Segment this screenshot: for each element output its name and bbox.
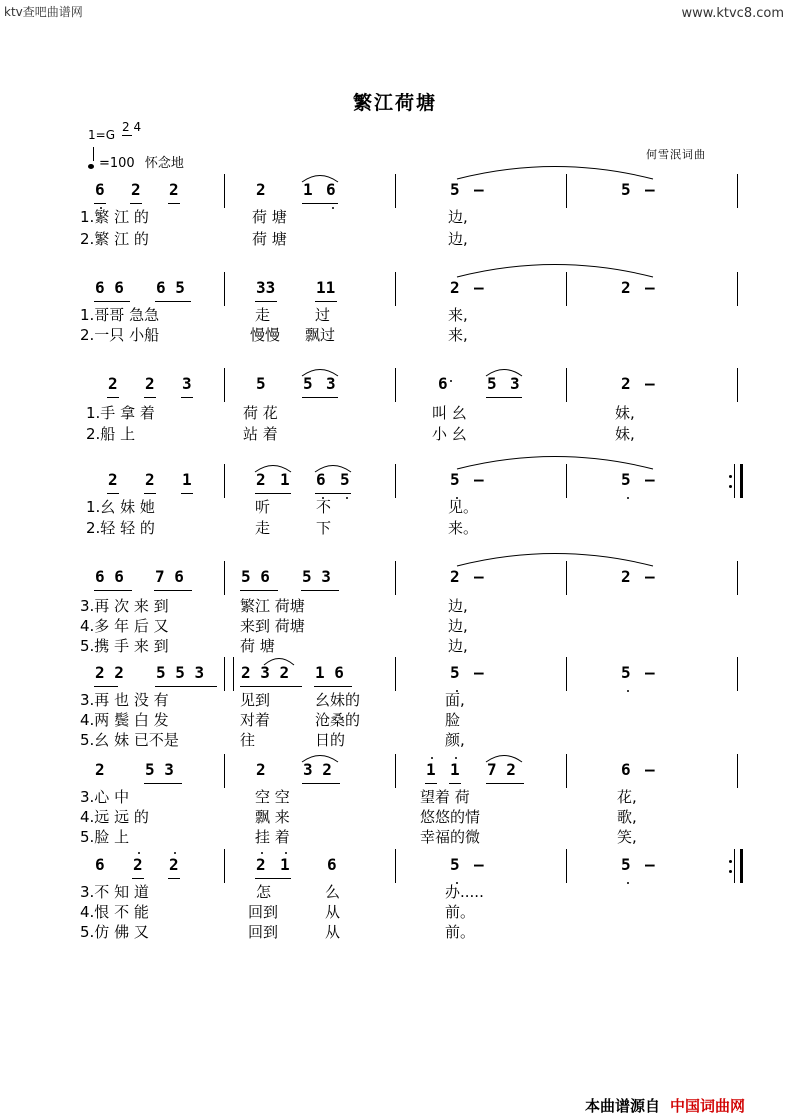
lyric: 对着 [240, 711, 271, 729]
note: – [645, 470, 655, 489]
watermark-left: ktv查吧曲谱网 [4, 5, 83, 19]
lyric: 来到 荷塘 [240, 617, 305, 635]
watermark-right: www.ktvc8.com [681, 6, 784, 21]
note: 6 [438, 374, 448, 393]
note: 5 5 3 [156, 663, 205, 682]
lyric: 妹, [615, 404, 635, 422]
lyric: 回到 [248, 923, 279, 941]
lyric: 繁江 荷塘 [240, 597, 305, 615]
note: 3 2 [303, 760, 332, 779]
note: 1 [450, 760, 460, 779]
note: – [645, 374, 655, 393]
lyric: 不 [316, 498, 332, 516]
note: 2 [450, 278, 460, 297]
lyric: 脸 [445, 711, 461, 729]
note: – [645, 663, 655, 682]
lyric: 2.繁 江 的 [80, 230, 149, 248]
lyric: 3.再 次 来 到 [80, 597, 169, 615]
note: 2 [621, 567, 631, 586]
lyric: 面, [445, 691, 465, 709]
note: 5 [621, 470, 631, 489]
note: – [474, 663, 484, 682]
lyric: 1.哥哥 急急 [80, 306, 160, 324]
lyric: 4.多 年 后 又 [80, 617, 169, 635]
lyric: 飘过 [305, 326, 336, 344]
lyric: 站 着 [243, 425, 278, 443]
lyric: 荷 塘 [252, 230, 287, 248]
note: 5 [621, 855, 631, 874]
lyric: 听 [255, 498, 271, 516]
note: 5 [621, 663, 631, 682]
meter-top: 2 [122, 120, 130, 134]
note: 2 [145, 470, 155, 489]
note: 2 [256, 180, 266, 199]
note: 5 3 [145, 760, 174, 779]
note: 6 [95, 180, 105, 199]
lyric: 前。 [445, 923, 476, 941]
lyric: 3.心 中 [80, 788, 130, 806]
lyric: 回到 [248, 903, 279, 921]
note: 11 [316, 278, 336, 297]
note: 2 [169, 180, 179, 199]
lyric: 笑, [617, 828, 637, 846]
note: – [474, 278, 484, 297]
lyric: 歌, [617, 808, 637, 826]
note: 1 [280, 855, 290, 874]
lyric: 5.仿 佛 又 [80, 923, 149, 941]
lyric: 颜, [445, 731, 465, 749]
note: 6 [316, 470, 326, 489]
lyric: 5.脸 上 [80, 828, 130, 846]
lyric: 见到 [240, 691, 271, 709]
lyric: 走 [255, 519, 271, 537]
note: 2 [95, 760, 105, 779]
note: 5 3 [302, 567, 331, 586]
lyric: 从 [325, 923, 341, 941]
note: 2 [169, 855, 179, 874]
lyric: 日的 [315, 731, 346, 749]
lyric: 望着 荷 [420, 788, 470, 806]
note: 5 [487, 374, 497, 393]
lyric: 么 [325, 883, 341, 901]
quarter-note-icon [88, 164, 94, 169]
note: 6 [327, 855, 337, 874]
note: – [474, 855, 484, 874]
lyric: 5.幺 妹 已不是 [80, 731, 179, 749]
source-footer [585, 1095, 745, 1116]
note: 6 [95, 855, 105, 874]
note: 5 6 [241, 567, 270, 586]
lyric: 边, [448, 208, 468, 226]
lyric: 幸福的微 [420, 828, 481, 846]
note: 1 [303, 180, 313, 199]
source-label: 本曲谱源自 [585, 1097, 661, 1115]
note: – [645, 180, 655, 199]
note: 2 3 2 [241, 663, 290, 682]
slur [300, 751, 340, 763]
lyric: 边, [448, 597, 468, 615]
lyric: 过 [315, 306, 331, 324]
lyric: 4.两 鬓 白 发 [80, 711, 169, 729]
lyric: 慢慢 [250, 326, 281, 344]
note: 2 [621, 278, 631, 297]
slur [484, 365, 524, 377]
lyric: 怎 [256, 883, 272, 901]
note: 5 [303, 374, 313, 393]
note: 2 [256, 855, 266, 874]
note: 5 [621, 180, 631, 199]
note: 2 [108, 374, 118, 393]
slur [300, 171, 340, 183]
note: 2 [256, 760, 266, 779]
lyric: 花, [617, 788, 637, 806]
note: 2 [621, 374, 631, 393]
slur [262, 654, 296, 666]
note: – [645, 855, 655, 874]
slur [313, 461, 353, 473]
lyric: 荷 塘 [252, 208, 287, 226]
note: 2 [131, 180, 141, 199]
tie [455, 452, 655, 470]
lyric: 2.船 上 [86, 425, 136, 443]
lyric: 边, [448, 617, 468, 635]
lyric: 见。 [448, 498, 479, 516]
lyric: 前。 [445, 903, 476, 921]
lyric: 5.携 手 来 到 [80, 637, 169, 655]
lyric: 边, [448, 230, 468, 248]
tempo-value: =100 [99, 156, 135, 171]
meter-bottom: 4 [133, 120, 142, 134]
lyric: 1.繁 江 的 [80, 208, 149, 226]
lyric: 荷 塘 [240, 637, 275, 655]
lyric: 1.手 拿 着 [86, 404, 155, 422]
lyric: 2.一只 小船 [80, 326, 160, 344]
key-signature: 1=G [88, 128, 115, 142]
note: 1 6 [315, 663, 344, 682]
note: 6 6 [95, 278, 124, 297]
lyric: 悠悠的情 [420, 808, 481, 826]
note: – [645, 278, 655, 297]
note: 3 [182, 374, 192, 393]
note: 2 [108, 470, 118, 489]
note: 5 [450, 180, 460, 199]
note: 33 [256, 278, 276, 297]
lyric: 从 [325, 903, 341, 921]
lyric: 来。 [448, 519, 479, 537]
note: 2 [450, 567, 460, 586]
note: 2 [133, 855, 143, 874]
tie [455, 549, 655, 567]
lyric: 小 幺 [432, 425, 467, 443]
expression: 怀念地 [144, 156, 184, 171]
song-title: 繁江荷塘 [352, 92, 437, 114]
slur [300, 365, 340, 377]
lyric: 妹, [615, 425, 635, 443]
note: – [474, 180, 484, 199]
note: 2 [145, 374, 155, 393]
lyric: 往 [240, 731, 256, 749]
note: 5 [450, 663, 460, 682]
source-site-link[interactable]: 中国词曲网 [670, 1097, 746, 1115]
note: – [474, 470, 484, 489]
lyric: 3.再 也 没 有 [80, 691, 169, 709]
slur [253, 461, 293, 473]
note: 1 [280, 470, 290, 489]
lyric: 3.不 知 道 [80, 883, 149, 901]
note: 5 [450, 470, 460, 489]
note: 7 6 [155, 567, 184, 586]
lyric: 来, [448, 306, 468, 324]
note: 1 [426, 760, 436, 779]
lyric: 办..... [445, 883, 484, 901]
tie [455, 162, 655, 180]
note: 5 [340, 470, 350, 489]
lyric: 幺妹的 [315, 691, 361, 709]
composer-credit: 何雪泯词曲 [646, 148, 706, 161]
lyric: 下 [316, 519, 332, 537]
note: 3 [326, 374, 336, 393]
slur [484, 751, 524, 763]
note: 6 5 [156, 278, 185, 297]
note: 7 2 [487, 760, 516, 779]
lyric: 走 [255, 306, 271, 324]
note: 5 [450, 855, 460, 874]
lyric: 挂 着 [255, 828, 290, 846]
lyric: 荷 花 [243, 404, 278, 422]
tie [455, 260, 655, 278]
lyric: 4.恨 不 能 [80, 903, 149, 921]
note: 6 [621, 760, 631, 779]
note: 2 2 [95, 663, 124, 682]
time-signature [122, 119, 141, 135]
note: 5 [256, 374, 266, 393]
note: 2 [256, 470, 266, 489]
lyric: 叫 幺 [432, 404, 467, 422]
lyric: 沧桑的 [315, 711, 361, 729]
note: – [474, 567, 484, 586]
lyric: 1.幺 妹 她 [86, 498, 155, 516]
lyric: 飘 来 [255, 808, 290, 826]
note: 1 [182, 470, 192, 489]
note: 6 6 [95, 567, 124, 586]
note: – [645, 760, 655, 779]
lyric: 边, [448, 637, 468, 655]
lyric: 2.轻 轻 的 [86, 519, 155, 537]
note: 3 [510, 374, 520, 393]
note: – [645, 567, 655, 586]
lyric: 空 空 [255, 788, 290, 806]
note: 6 [326, 180, 336, 199]
lyric: 来, [448, 326, 468, 344]
lyric: 4.远 远 的 [80, 808, 149, 826]
tempo-marking [88, 152, 184, 171]
